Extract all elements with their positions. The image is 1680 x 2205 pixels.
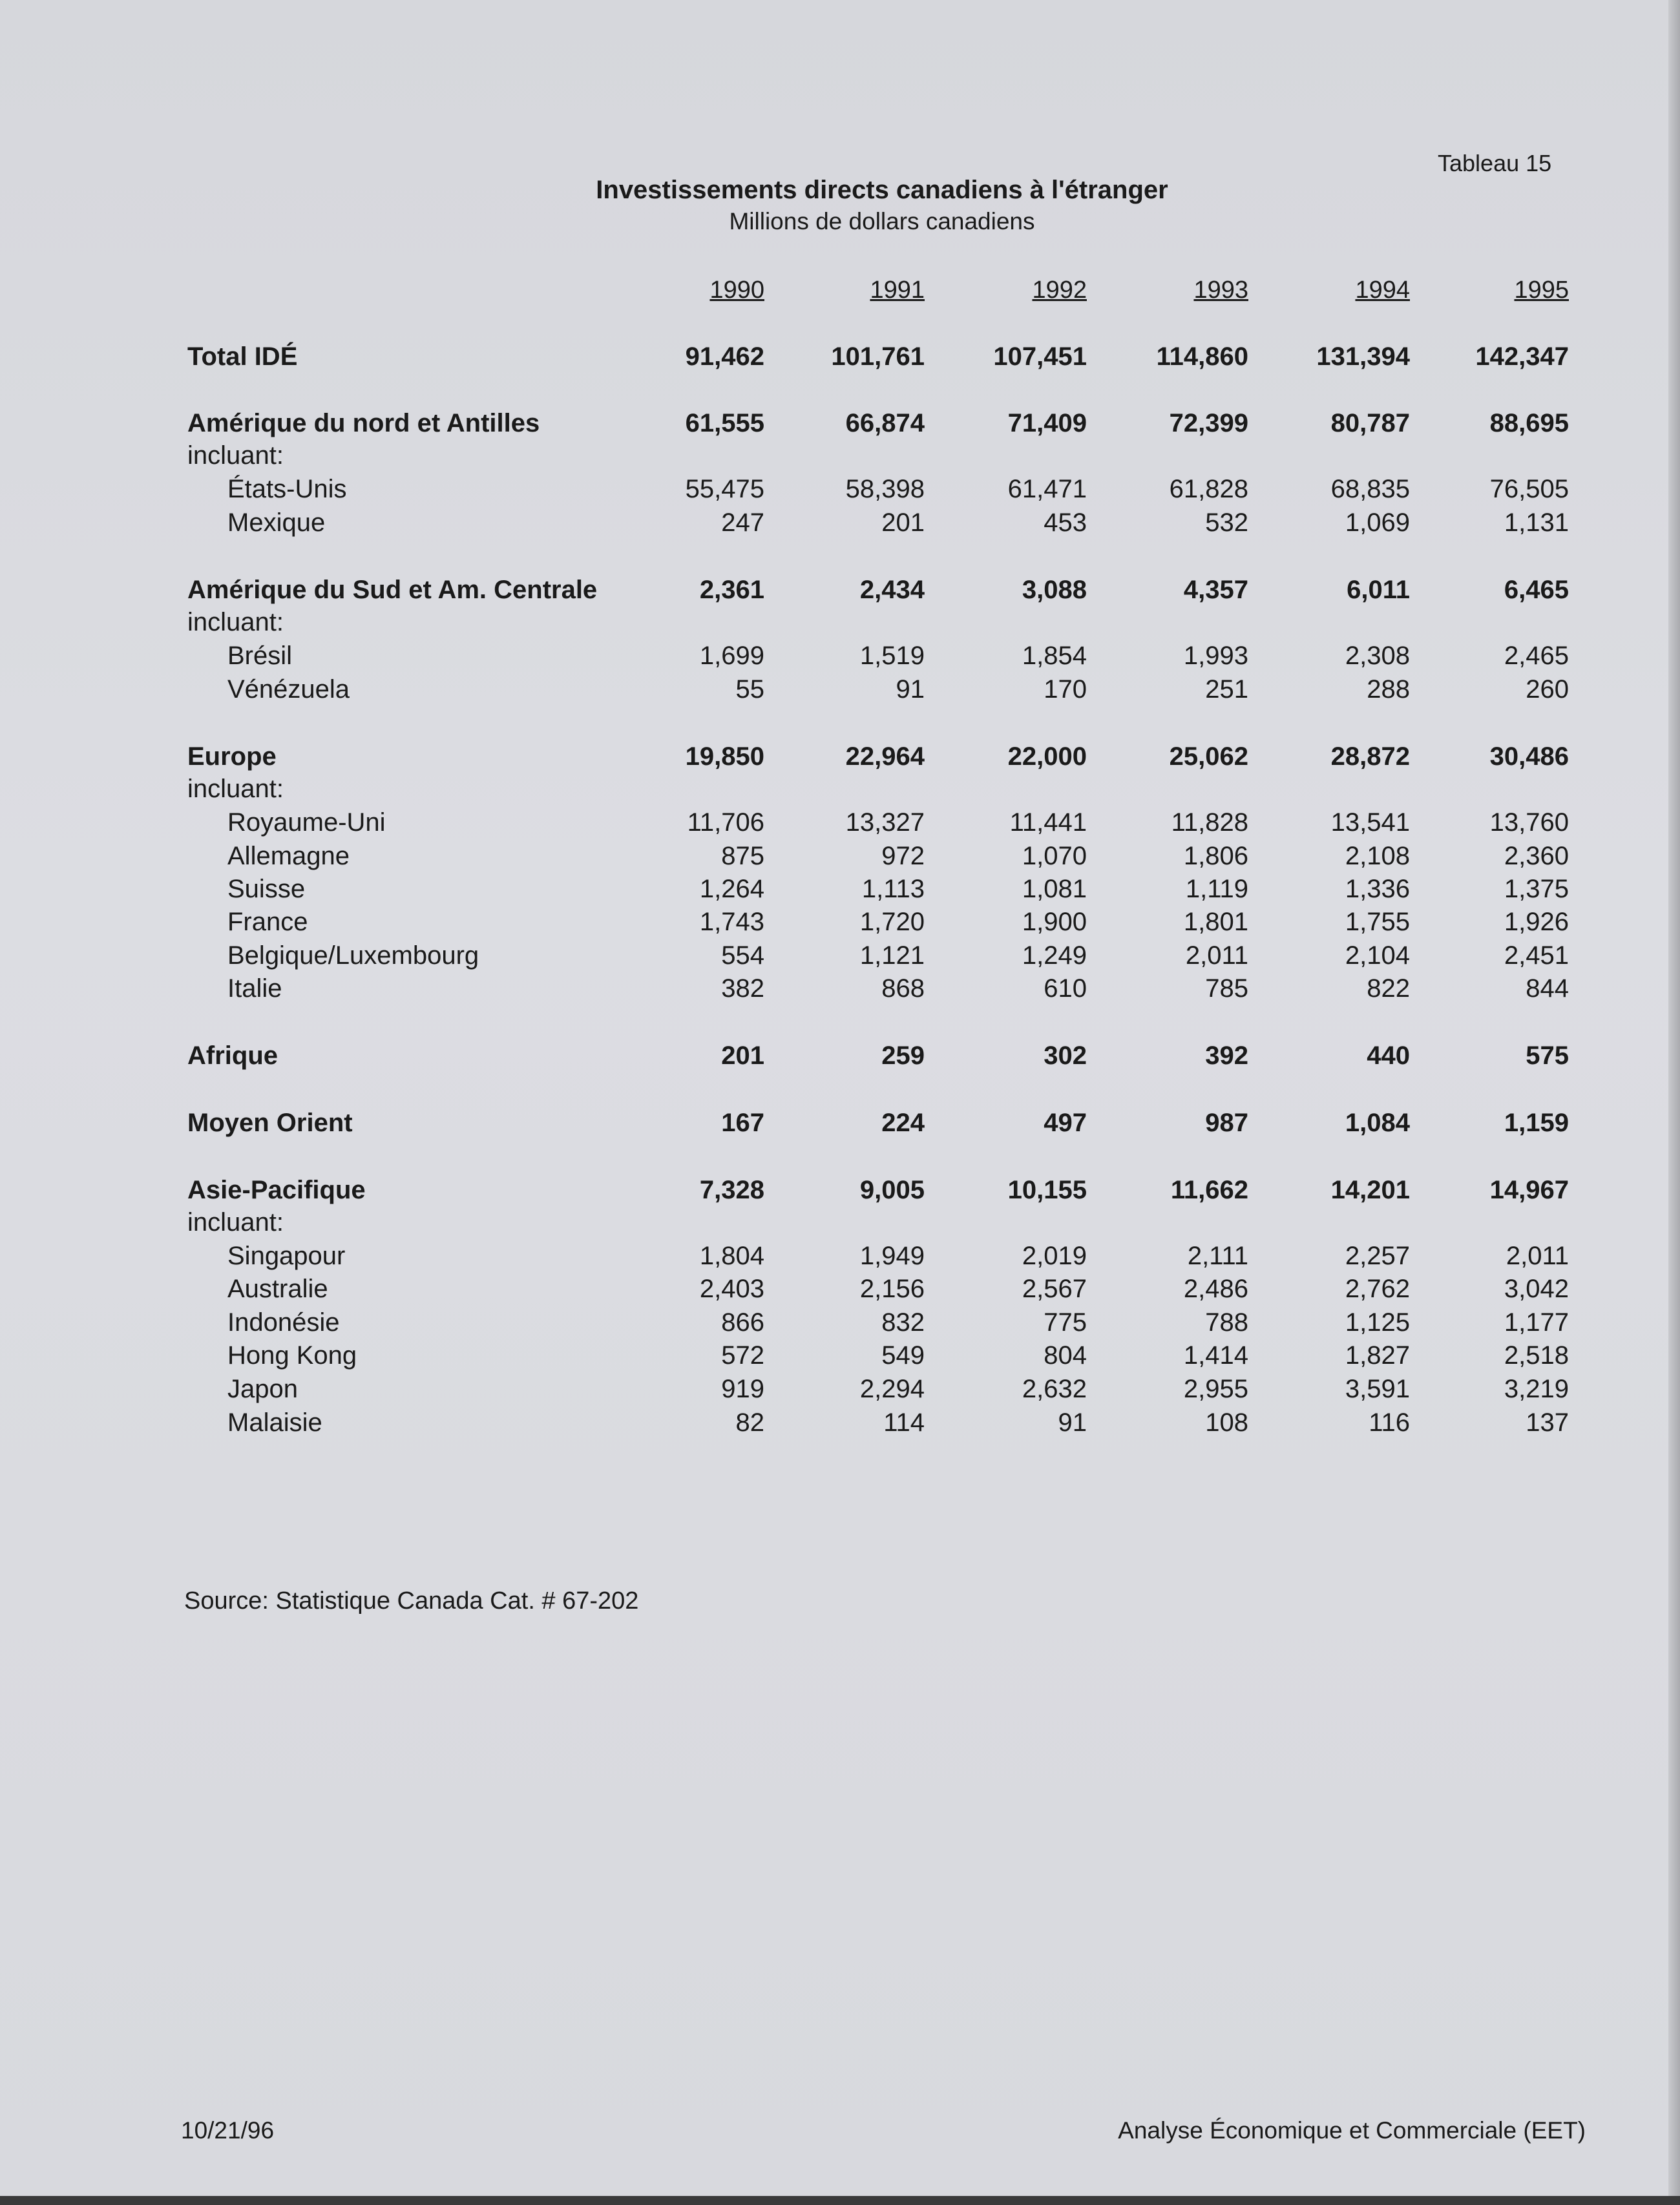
table-note-row [0,1208,1680,1242]
row-label: Hong Kong [227,1341,357,1370]
table-cell: 2,104 [1345,941,1410,970]
table-cell: 11,706 [687,808,764,837]
table-cell: 2,403 [699,1275,764,1303]
table-cell: 1,084 [1345,1109,1410,1137]
table-cell: 2,762 [1345,1275,1410,1303]
row-label: incluant: [187,608,284,636]
row-label: Italie [227,974,282,1003]
table-cell: 82 [735,1408,764,1437]
table-cell: 108 [1205,1408,1248,1437]
table-cell: 11,828 [1171,808,1248,837]
table-cell: 72,399 [1169,409,1248,437]
table-cell: 201 [881,508,925,537]
table-cell: 2,465 [1504,642,1569,670]
table-cell: 497 [1044,1109,1087,1137]
table-cell: 2,632 [1022,1375,1087,1403]
row-label: Allemagne [227,842,350,870]
table-cell: 6,465 [1504,576,1569,604]
page-subtitle: Millions de dollars canadiens [729,208,1035,235]
table-cell: 91 [1058,1408,1087,1437]
year-header: 1995 [1514,277,1569,304]
table-cell: 1,119 [1185,875,1248,903]
year-header: 1991 [870,277,925,304]
table-cell: 1,131 [1504,508,1569,537]
table-row [0,642,1680,675]
table-cell: 1,069 [1345,508,1410,537]
row-label: Vénézuela [227,675,350,704]
table-cell: 25,062 [1169,742,1248,771]
table-cell: 288 [1367,675,1410,704]
table-cell: 1,804 [699,1242,764,1270]
table-cell: 7,328 [699,1176,764,1204]
table-cell: 302 [1044,1041,1087,1070]
table-cell: 13,541 [1330,808,1410,837]
table-cell: 554 [721,941,764,970]
table-cell: 28,872 [1330,742,1410,771]
table-cell: 3,591 [1345,1375,1410,1403]
table-row [0,875,1680,908]
table-cell: 91 [896,675,925,704]
table-cell: 2,434 [859,576,925,604]
table-cell: 392 [1205,1041,1248,1070]
table-row [0,1341,1680,1375]
row-label: Suisse [227,875,306,903]
table-cell: 2,361 [699,576,764,604]
row-label: Japon [227,1375,298,1403]
table-cell: 30,486 [1489,742,1569,771]
table-row [0,576,1680,609]
row-label: Belgique/Luxembourg [227,941,479,970]
table-cell: 2,156 [859,1275,925,1303]
footer-date: 10/21/96 [181,2117,275,2144]
footer-department: Analyse Économique et Commerciale (EET) [1118,2117,1586,2144]
table-row [0,1242,1680,1275]
table-cell: 2,019 [1022,1242,1087,1270]
table-cell: 107,451 [993,342,1087,371]
table-cell: 55 [735,675,764,704]
table-cell: 55,475 [685,475,764,503]
table-cell: 1,414 [1183,1341,1248,1370]
table-cell: 11,662 [1170,1176,1248,1204]
table-cell: 1,801 [1183,908,1248,936]
table-cell: 1,159 [1504,1109,1569,1137]
row-label: Amérique du nord et Antilles [187,409,540,437]
table-cell: 114,860 [1156,342,1248,371]
table-cell: 1,177 [1504,1308,1569,1337]
table-cell: 76,505 [1489,475,1569,503]
table-cell: 9,005 [859,1176,925,1204]
row-label: Amérique du Sud et Am. Centrale [187,576,598,604]
row-label: États-Unis [227,475,347,503]
table-cell: 610 [1044,974,1087,1003]
table-cell: 453 [1044,508,1087,537]
table-note-row [0,608,1680,642]
table-cell: 440 [1367,1041,1410,1070]
table-cell: 2,360 [1504,842,1569,870]
table-cell: 13,327 [845,808,925,837]
row-label: Afrique [187,1041,278,1070]
table-row [0,1408,1680,1442]
table-cell: 22,964 [845,742,925,771]
table-cell: 1,827 [1345,1341,1410,1370]
table-cell: 66,874 [845,409,925,437]
table-cell: 868 [881,974,925,1003]
table-cell: 1,121 [859,941,925,970]
table-row [0,974,1680,1008]
table-cell: 532 [1205,508,1248,537]
table-row [0,742,1680,776]
table-cell: 2,308 [1345,642,1410,670]
table-cell: 1,949 [859,1242,925,1270]
table-row [0,908,1680,941]
row-label: Moyen Orient [187,1109,353,1137]
table-row [0,1109,1680,1142]
table-cell: 788 [1205,1308,1248,1337]
table-cell: 1,926 [1504,908,1569,936]
table-cell: 3,219 [1504,1375,1569,1403]
table-cell: 1,125 [1345,1308,1410,1337]
table-cell: 224 [881,1109,925,1137]
table-cell: 875 [721,842,764,870]
table-cell: 114 [883,1408,925,1437]
source-note: Source: Statistique Canada Cat. # 67-202 [184,1587,639,1615]
table-cell: 1,113 [861,875,925,903]
table-cell: 247 [721,508,764,537]
table-cell: 3,042 [1504,1275,1569,1303]
table-cell: 1,699 [699,642,764,670]
table-cell: 116 [1369,1408,1410,1437]
table-cell: 1,264 [699,875,764,903]
table-cell: 80,787 [1330,409,1410,437]
table-cell: 4,357 [1183,576,1248,604]
table-cell: 259 [881,1041,925,1070]
table-cell: 68,835 [1330,475,1410,503]
table-cell: 61,828 [1169,475,1248,503]
table-cell: 2,108 [1345,842,1410,870]
row-label: Australie [227,1275,328,1303]
table-cell: 19,850 [685,742,764,771]
row-label: Mexique [227,508,326,537]
table-cell: 91,462 [685,342,764,371]
table-cell: 88,695 [1489,409,1569,437]
table-row [0,1375,1680,1408]
table-cell: 14,967 [1489,1176,1569,1204]
table-cell: 2,518 [1504,1341,1569,1370]
row-label: incluant: [187,441,284,470]
table-cell: 2,567 [1022,1275,1087,1303]
table-cell: 2,955 [1183,1375,1248,1403]
table-cell: 167 [721,1109,764,1137]
table-row [0,941,1680,975]
row-label: Asie-Pacifique [187,1176,366,1204]
table-cell: 844 [1526,974,1569,1003]
table-cell: 866 [721,1308,764,1337]
row-label: Singapour [227,1242,346,1270]
table-row [0,508,1680,542]
table-cell: 142,347 [1475,342,1569,371]
table-cell: 822 [1367,974,1410,1003]
row-label: Brésil [227,642,293,670]
table-cell: 549 [881,1341,925,1370]
table-row [0,842,1680,875]
table-cell: 22,000 [1007,742,1087,771]
table-cell: 61,471 [1007,475,1087,503]
year-header: 1992 [1032,277,1087,304]
table-cell: 1,720 [859,908,925,936]
table-cell: 1,993 [1183,642,1248,670]
table-cell: 919 [721,1375,764,1403]
table-cell: 170 [1044,675,1087,704]
table-cell: 1,249 [1022,941,1087,970]
table-cell: 2,011 [1185,941,1248,970]
table-cell: 58,398 [845,475,925,503]
table-cell: 2,486 [1183,1275,1248,1303]
table-cell: 71,409 [1007,409,1087,437]
table-cell: 251 [1205,675,1248,704]
table-cell: 10,155 [1007,1176,1087,1204]
table-cell: 987 [1205,1109,1248,1137]
row-label: Total IDÉ [187,342,298,371]
table-cell: 13,760 [1489,808,1569,837]
table-cell: 804 [1044,1341,1087,1370]
table-cell: 6,011 [1347,576,1410,604]
table-cell: 2,011 [1506,1242,1569,1270]
table-cell: 1,336 [1345,875,1410,903]
table-cell: 61,555 [685,409,764,437]
table-cell: 832 [881,1308,925,1337]
row-label: Malaisie [227,1408,322,1437]
table-row [0,409,1680,443]
table-row [0,1176,1680,1209]
row-label: Europe [187,742,277,771]
table-cell: 131,394 [1316,342,1410,371]
table-cell: 201 [721,1041,764,1070]
table-cell: 101,761 [831,342,925,371]
table-note-row [0,775,1680,808]
page-edge [1668,0,1680,2205]
page-title: Investissements directs canadiens à l'étranger [596,176,1168,204]
table-cell: 2,111 [1187,1242,1248,1270]
table-cell: 1,519 [859,642,925,670]
table-cell: 11,441 [1009,808,1087,837]
table-cell: 2,257 [1345,1242,1410,1270]
table-cell: 572 [721,1341,764,1370]
table-cell: 137 [1526,1408,1569,1437]
year-header: 1994 [1355,277,1410,304]
table-cell: 2,294 [859,1375,925,1403]
row-label: Royaume-Uni [227,808,386,837]
table-cell: 3,088 [1022,576,1087,604]
table-row [0,1041,1680,1075]
table-cell: 2,451 [1504,941,1569,970]
table-cell: 1,070 [1022,842,1087,870]
table-cell: 1,081 [1022,875,1087,903]
table-cell: 1,375 [1504,875,1569,903]
table-row [0,1308,1680,1342]
year-header: 1990 [709,277,764,304]
page-edge [0,2196,1680,2205]
table-cell: 382 [721,974,764,1003]
table-row [0,808,1680,842]
table-cell: 1,743 [699,908,764,936]
year-header: 1993 [1193,277,1248,304]
table-row [0,1275,1680,1308]
table-cell: 14,201 [1330,1176,1410,1204]
table-cell: 775 [1044,1308,1087,1337]
table-cell: 1,854 [1022,642,1087,670]
table-number: Tableau 15 [1438,150,1552,176]
table-row [0,475,1680,508]
table-cell: 1,900 [1022,908,1087,936]
table-cell: 1,806 [1183,842,1248,870]
row-label: incluant: [187,775,284,803]
row-label: Indonésie [227,1308,340,1337]
table-cell: 260 [1526,675,1569,704]
table-note-row [0,441,1680,475]
table-cell: 785 [1205,974,1248,1003]
table-cell: 575 [1526,1041,1569,1070]
table-cell: 972 [881,842,925,870]
row-label: France [227,908,308,936]
table-row [0,675,1680,709]
table-row [0,342,1680,376]
row-label: incluant: [187,1208,284,1237]
table-cell: 1,755 [1345,908,1410,936]
